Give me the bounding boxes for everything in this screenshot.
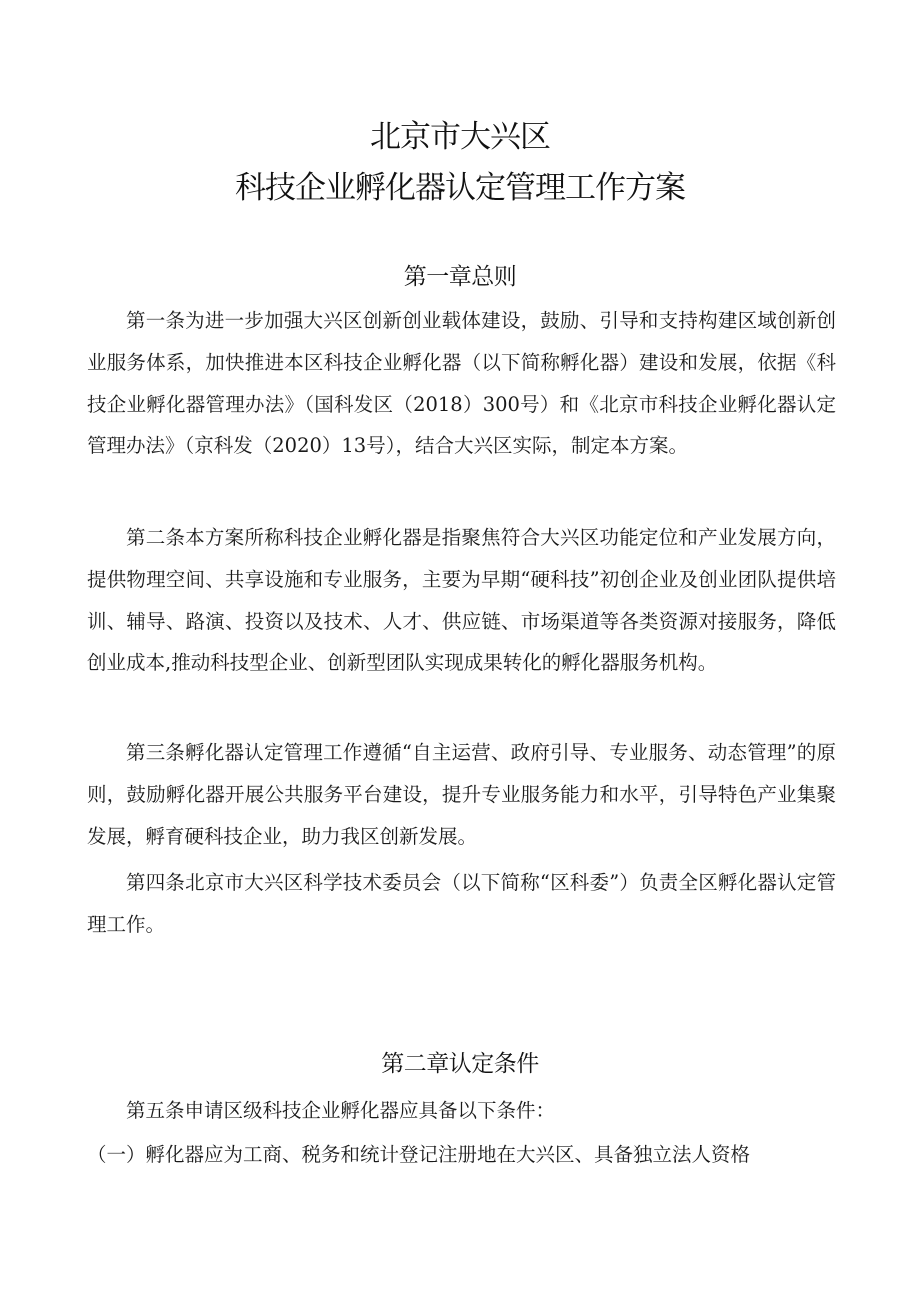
article-4: 第四条北京市大兴区科学技术委员会（以下简称“区科委”）负责全区孵化器认定管理工作。 (87, 871, 836, 936)
document-title-line-1: 北京市大兴区 (370, 119, 550, 155)
item-1: （一）孵化器应为工商、税务和统计登记注册地在大兴区、具备独立法人资格 (87, 1143, 751, 1166)
chapter-1-heading: 第一章总则 (403, 264, 517, 290)
article-5: 第五条申请区级科技企业孵化器应具备以下条件： (126, 1099, 556, 1122)
chapter-2-heading: 第二章认定条件 (381, 1051, 539, 1077)
article-2: 第二条本方案所称科技企业孵化器是指聚焦符合大兴区功能定位和产业发展方向，提供物理空间、共享设施和专业服务，主要为早期“硬科技”初创企业及创业团队提供培训、辅导、路演、投资以及技术、人才、供应链、市场渠道等各类资源对接服务，降低创业成本,推动科技型企业、创新型团队实现成果转化的孵化器服务机构。 (87, 526, 836, 675)
document-title-line-2: 科技企业孵化器认定管理工作方案 (235, 170, 685, 206)
article-1: 第一条为进一步加强大兴区创新创业载体建设，鼓励、引导和支持构建区域创新创业服务体系，加快推进本区科技企业孵化器（以下简称孵化器）建设和发展，依据《科技企业孵化器管理办法》（国科发区（2018）300号）和《北京市科技企业孵化器认定管理办法》（京科发（2020）13号），结合大兴区实际，制定本方案。 (87, 309, 836, 458)
article-3: 第三条孵化器认定管理工作遵循“自主运营、政府引导、专业服务、动态管理”的原则，鼓励孵化器开展公共服务平台建设，提升专业服务能力和水平，引导特色产业集聚发展，孵育硬科技企业，助力我区创新发展。 (87, 741, 836, 848)
